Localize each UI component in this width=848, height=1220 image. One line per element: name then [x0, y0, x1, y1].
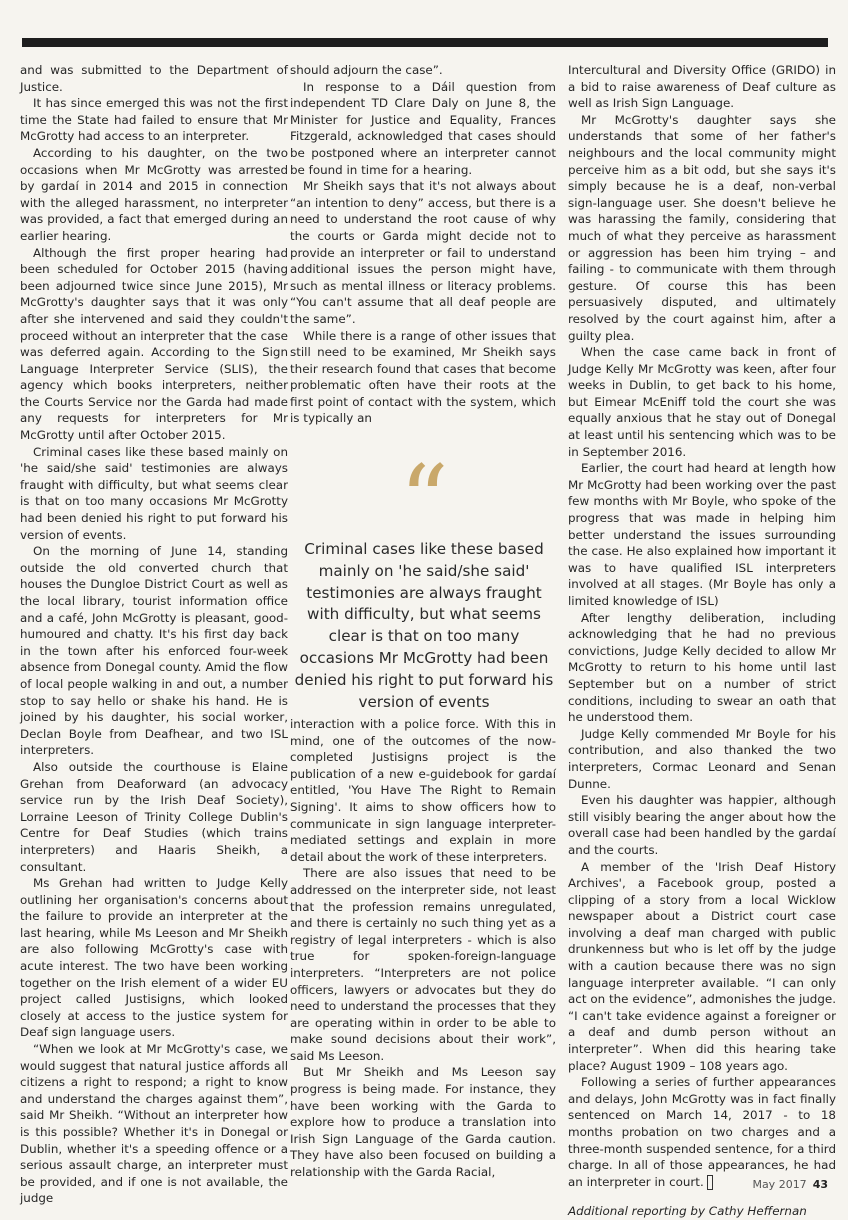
- credit-line: Additional reporting by Cathy Heffernan: [568, 1204, 807, 1219]
- quote-mark-icon: “: [399, 445, 449, 557]
- paragraph: In response to a Dáil question from independent TD Clare Daly on June 8, the Minister for Justice and Equality, Frances Fitzgerald, acknowledged that cases should be postponed where an interpreter cannot be found in time for a hearing.: [290, 79, 556, 177]
- paragraph: There are also issues that need to be addressed on the interpreter side, not least that the profession remains unregulated, and there is certainly no such thing yet as a registry of legal interpreters - which is also true for spoken-foreign-language interpreters. “Interpreters are not police officers, lawyers or advocates but they do need to understand the processes that they are operating within in order to be able to make sound decisions about their work”, said Ms Leeson.: [290, 866, 556, 1063]
- paragraph: interaction with a police force. With this in mind, one of the outcomes of the now-completed Justisigns project is the publication of a new e-guidebook for gardaí entitled, 'You Have The Right to Remain Signing'. It aims to show officers how to communicate in sign language interpreter-mediated settings and explain in more detail about the work of these interpreters.: [290, 717, 556, 864]
- paragraph: It has since emerged this was not the first time the State had failed to ensure that Mr McGrotty had access to an interpreter.: [20, 96, 288, 144]
- column-2-top: [290, 62, 556, 427]
- column-2-bottom: [290, 716, 556, 1181]
- column-3: [568, 62, 836, 1220]
- paragraph: Intercultural and Diversity Office (GRIDO) in a bid to raise awareness of Deaf culture as well as Irish Sign Language.: [568, 63, 836, 111]
- paragraph: When the case came back in front of Judge Kelly Mr McGrotty was keen, after four weeks in Dublin, to get back to his home, but Eimear McEniff told the court she was equally anxious that he stay out of Donegal at least until his sentencing which was to be in September 2016.: [568, 345, 836, 459]
- paragraph: “When we look at Mr McGrotty's case, we would suggest that natural justice affords all citizens a right to respond; a right to know and understand the charges against them”, said Mr Sheikh. “Without an interpreter how is this possible? Whether it's in Donegal or Dublin, whether it's a speeding offence or a serious assault charge, an interpreter must be provided, and if one is not available, the judge: [20, 1042, 288, 1206]
- paragraph: Even his daughter was happier, although still visibly bearing the anger about how the overall case had been handled by the gardaí and the courts.: [568, 793, 836, 857]
- paragraph: and was submitted to the Department of Justice.: [20, 63, 288, 94]
- paragraph: Although the first proper hearing had been scheduled for October 2015 (having been adjourned twice since June 2015), Mr McGrotty's daughter says that it was only after she intervened and said they couldn't proceed without an interpreter that the case was deferred again. According to the Sign Language Interpreter Service (SLIS), the agency which books interpreters, neither the Courts Service nor the Garda had made any requests for interpreters for Mr McGrotty until after October 2015.: [20, 245, 288, 443]
- paragraph: While there is a range of other issues that still need to be examined, Mr Sheikh says their research found that cases that become problematic often have their roots at the first point of contact with the system, which is typically an: [290, 328, 556, 426]
- footer-date: May 2017: [752, 1178, 807, 1191]
- paragraph: A member of the 'Irish Deaf History Archives', a Facebook group, posted a clipping of a story from a local Wicklow newspaper about a District court case involving a deaf man charged with public drunkenness but who is let off by the judge with a caution because there was no sign language interpreter available. “I can only act on the evidence”, admonishes the judge. “I can't take evidence against a foreigner or a deaf and dumb person without an interpreter”. When did this hearing take place? August 1909 – 108 years ago.: [568, 859, 836, 1073]
- paragraph: Following a series of further appearances and delays, John McGrotty was in fact finally sentenced on March 14, 2017 - to 18 months probation on two charges and a three-month suspended sentence, for a third charge. In all of those appearances, he had an interpreter in court.: [568, 1075, 836, 1189]
- top-rule: [22, 38, 828, 47]
- pull-quote-text: Criminal cases like these based mainly on 'he said/she said' testimonies are always fraught with difficulty, but what seems clear is that on too many occasions Mr McGrotty had been denied his right to put forward his version of events: [294, 540, 554, 711]
- pull-quote: [288, 445, 560, 711]
- end-mark-icon: [707, 1175, 713, 1190]
- paragraph: According to his daughter, on the two occasions when Mr McGrotty was arrested by gardaí in 2014 and 2015 in connection with the alleged harassment, no interpreter was provided, a fact that emerged during an earlier hearing.: [20, 145, 288, 243]
- paragraph: Mr McGrotty's daughter says she understands that some of her father's neighbours and the local community might perceive him as a bit odd, but she says it's simply because he is a deaf, non-verbal sign-language user. She doesn't believe he was harassing the family, considering that much of what they perceive as harassment or aggression has been him trying – and failing - to communicate with them through gesture. Of course this has been persuasively disputed, and ultimately resolved by the court against him, after a guilty plea.: [568, 112, 836, 343]
- column-1: [20, 62, 288, 1207]
- paragraph: Mr Sheikh says that it's not always about “an intention to deny” access, but there is a need to understand the root cause of why the courts or Garda might decide not to provide an interpreter or fail to understand additional issues the person might have, such as mental illness or literacy problems. “You can't assume that all deaf people are the same”.: [290, 179, 556, 326]
- page-number: 43: [812, 1178, 828, 1191]
- paragraph: After lengthy deliberation, including acknowledging that he had no previous convictions, Judge Kelly decided to allow Mr McGrotty to return to his home until last September but on a number of strict conditions, including to swear an oath that he understood them.: [568, 610, 836, 725]
- paragraph: On the morning of June 14, standing outside the old converted church that houses the Dungloe District Court as well as the local library, tourist information office and a café, John McGrotty is pleasant, good-humoured and chatty. It's his first day back in the town after his enforced four-week absence from Donegal county. Amid the flow of local people walking in and out, a number stop to say hello or shake his hand. He is joined by his daughter, his social worker, Declan Boyle from Deafhear, and two ISL interpreters.: [20, 544, 288, 758]
- paragraph: Ms Grehan had written to Judge Kelly outlining her organisation's concerns about the failure to provide an interpreter at the last hearing, while Ms Leeson and Mr Sheikh are also following McGrotty's case with acute interest. The two have been working together on the Irish element of a wider EU project called Justisigns, which looked closely at access to the justice system for Deaf sign language users.: [20, 876, 288, 1040]
- paragraph: But Mr Sheikh and Ms Leeson say progress is being made. For instance, they have been working with the Garda to explore how to produce a translation into Irish Sign Language of the Garda caution. They have also been focused on building a relationship with the Garda Racial,: [290, 1065, 556, 1180]
- paragraph: Also outside the courthouse is Elaine Grehan from Deaforward (an advocacy service run by the Irish Deaf Society), Lorraine Leeson of Trinity College Dublin's Centre for Deaf Studies (which trains interpreters) and Haaris Sheikh, a consultant.: [20, 759, 288, 874]
- paragraph: should adjourn the case”.: [290, 63, 443, 77]
- paragraph: Judge Kelly commended Mr Boyle for his contribution, and also thanked the two interpreters, Cormac Leonard and Senan Dunne.: [568, 726, 836, 791]
- paragraph: Earlier, the court had heard at length how Mr McGrotty had been working over the past few months with Mr Boyle, who spoke of the progress that was made in helping him better understand the issues surrounding the case. He also explained how important it was to have qualified ISL interpreters involved at all stages. (Mr Boyle has only a limited knowledge of ISL): [568, 461, 836, 608]
- paragraph: Criminal cases like these based mainly on 'he said/she said' testimonies are always fraught with difficulty, but what seems clear is that on too many occasions Mr McGrotty had been denied his right to put forward his version of events.: [20, 444, 288, 542]
- page-footer: [752, 1178, 828, 1191]
